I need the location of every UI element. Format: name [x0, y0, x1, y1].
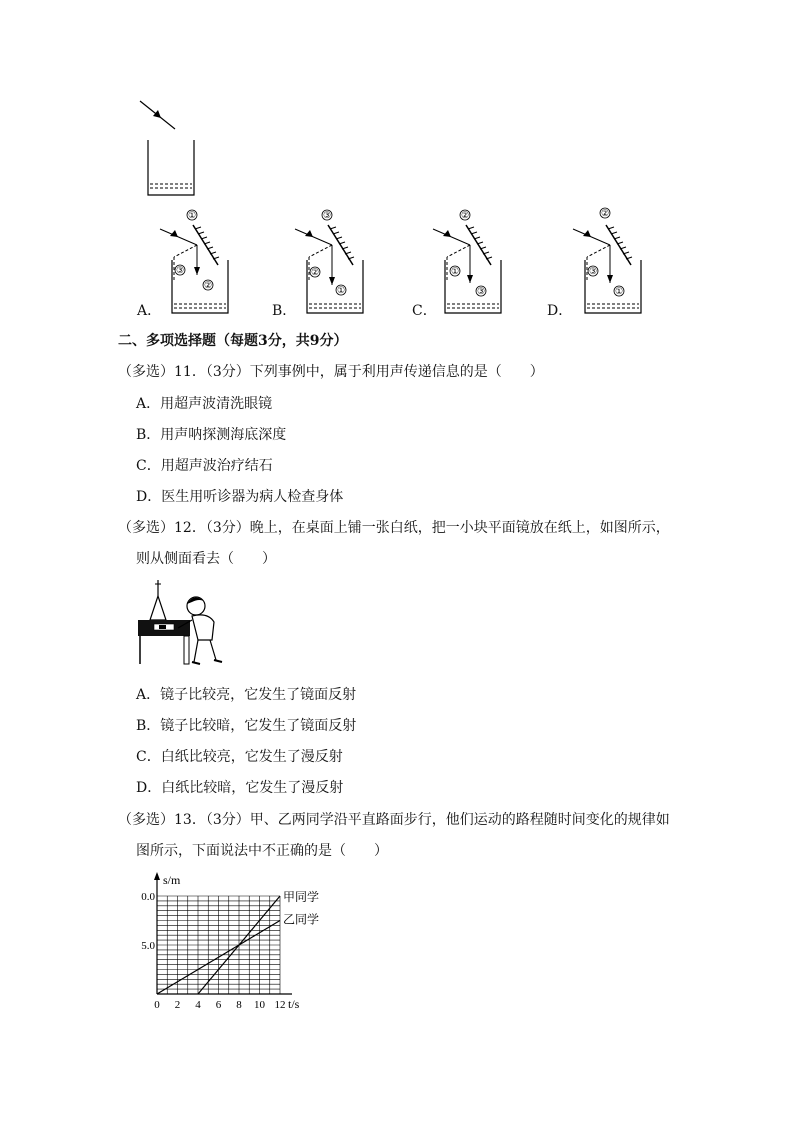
x-tick-label: 4: [195, 999, 201, 1011]
q10-option-c-letter[interactable]: C．: [412, 303, 437, 319]
q12-option-d[interactable]: D．白纸比较暗，它发生了漫反射: [136, 780, 344, 796]
series-label-yi: 乙同学: [283, 912, 320, 927]
q12-option-a[interactable]: A．镜子比较亮，它发生了镜面反射: [136, 687, 357, 703]
q10-a-label-3: ③: [175, 265, 185, 275]
y-tick-label: 5.0: [141, 940, 155, 952]
q10-intro-figure: [130, 95, 210, 205]
q10-option-d-figure: [563, 205, 653, 317]
q10-b-label-1: ①: [336, 285, 346, 295]
q11-stem: （多选）11．（3分）下列事例中，属于利用声传递信息的是（ ）: [118, 364, 544, 380]
q12-option-c[interactable]: C．白纸比较亮，它发生了漫反射: [136, 749, 343, 765]
q10-c-label-2: ②: [460, 210, 470, 220]
q11-option-b[interactable]: B．用声呐探测海底深度: [136, 427, 287, 443]
x-tick-label: 12: [274, 999, 286, 1011]
q11-option-c[interactable]: C．用超声波治疗结石: [136, 458, 273, 474]
q10-option-b-figure: [285, 205, 375, 317]
y-axis-label: s/m: [163, 873, 181, 887]
q10-c-label-3: ③: [476, 286, 486, 296]
q13-stem-line1: （多选）13．（3分）甲、乙两同学沿平直路面步行，他们运动的路程随时间变化的规律如: [118, 812, 670, 828]
q10-b-label-2: ②: [310, 267, 320, 277]
q10-option-c-figure: [423, 205, 513, 317]
q12-illustration: [136, 578, 226, 670]
q12-stem-line2: 则从侧面看去（ ）: [136, 551, 276, 567]
section-title: 二、多项选择题（每题3分，共9分）: [118, 333, 348, 349]
q11-option-d[interactable]: D．医生用听诊器为病人检查身体: [136, 489, 344, 505]
y-tick-label: 0.0: [141, 891, 155, 903]
q12-option-b[interactable]: B．镜子比较暗，它发生了镜面反射: [136, 718, 357, 734]
q10-d-label-3: ③: [588, 266, 598, 276]
q10-d-label-1: ①: [614, 286, 624, 296]
q10-option-a-letter[interactable]: A．: [137, 303, 162, 319]
q12-stem-line1: （多选）12．（3分）晚上，在桌面上铺一张白纸，把一小块平面镜放在纸上，如图所示，: [118, 520, 670, 536]
q10-option-b-letter[interactable]: B．: [272, 303, 297, 319]
x-tick-label: 6: [215, 999, 222, 1011]
q13-stem-line2: 图所示，下面说法中不正确的是（ ）: [136, 843, 388, 859]
series-label-jia: 甲同学: [283, 890, 320, 904]
x-axis-label: t/s: [288, 997, 300, 1011]
q10-d-label-2: ②: [600, 208, 610, 218]
x-tick-label: 10: [254, 999, 265, 1011]
q10-a-label-2: ②: [203, 280, 213, 290]
y-axis-arrow: [154, 872, 160, 880]
q10-option-d-letter[interactable]: D．: [547, 303, 573, 319]
x-tick-label: 0: [154, 999, 160, 1011]
q11-option-a[interactable]: A．用超声波清洗眼镜: [136, 396, 273, 412]
q10-b-label-3: ③: [322, 210, 332, 220]
q10-a-label-1: ①: [187, 210, 197, 220]
q10-c-label-1: ①: [450, 266, 460, 276]
q10-option-a-figure: [150, 205, 240, 317]
x-tick-label: 2: [174, 999, 181, 1011]
x-tick-label: 8: [236, 999, 242, 1011]
q13-st-chart: [130, 868, 330, 1013]
